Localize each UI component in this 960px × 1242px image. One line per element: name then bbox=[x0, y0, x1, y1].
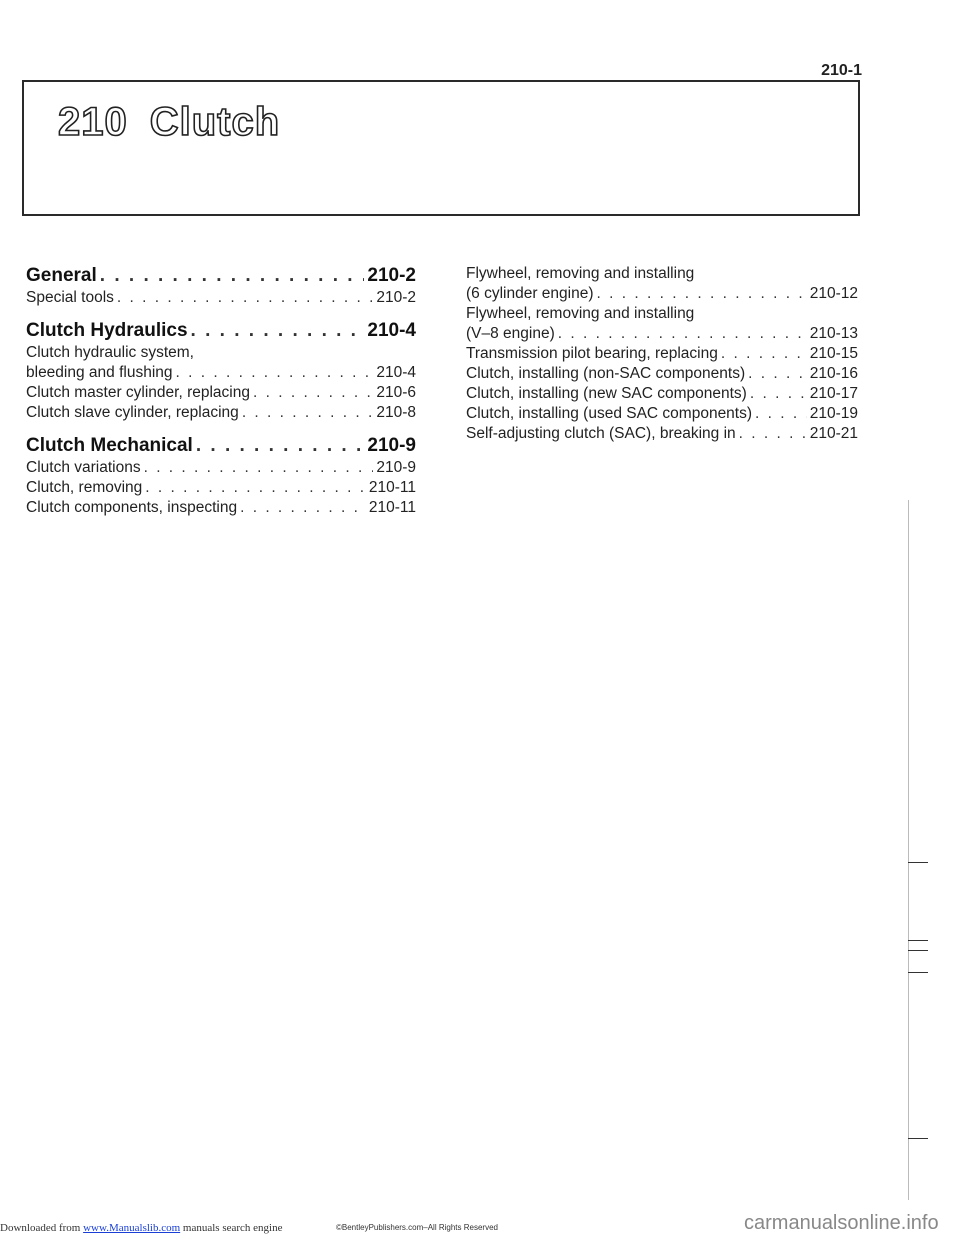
toc-leader-dots bbox=[755, 404, 807, 424]
toc-entry-page: 210-11 bbox=[368, 479, 416, 496]
toc-leader-dots bbox=[739, 424, 807, 444]
toc-entry[interactable] bbox=[26, 403, 416, 423]
toc-leader-dots bbox=[558, 324, 807, 344]
toc-leader-dots bbox=[242, 403, 374, 423]
toc-entry-label: Special tools bbox=[26, 289, 114, 306]
toc-leader-dots bbox=[100, 264, 365, 288]
toc-entry-label: General bbox=[26, 265, 97, 286]
footer-suffix: manuals search engine bbox=[182, 1222, 283, 1234]
toc-entry-label: (6 cylinder engine) bbox=[466, 285, 594, 302]
toc-entry-label: Self-adjusting clutch (SAC), breaking in bbox=[466, 425, 736, 442]
edge-mark bbox=[908, 1138, 928, 1139]
toc-leader-dots bbox=[240, 498, 366, 518]
toc-leader-dots bbox=[145, 478, 366, 498]
toc-leader-dots bbox=[117, 288, 373, 308]
toc-entry[interactable] bbox=[466, 424, 858, 444]
toc-entry-page: 210-13 bbox=[809, 325, 858, 342]
toc-entry[interactable] bbox=[26, 478, 416, 498]
page-number: 210-1 bbox=[821, 62, 862, 79]
toc-entry-page: 210-6 bbox=[376, 384, 416, 401]
toc-leader-dots bbox=[144, 458, 374, 478]
toc-entry-label: Clutch, removing bbox=[26, 479, 143, 496]
toc-entry-page: 210-2 bbox=[376, 289, 416, 306]
toc-entry-label: Clutch slave cylinder, replacing bbox=[26, 404, 239, 421]
toc-entry[interactable] bbox=[26, 458, 416, 478]
toc-entry-label: Clutch Hydraulics bbox=[26, 320, 188, 341]
toc-leader-dots bbox=[597, 284, 807, 304]
toc-entry[interactable] bbox=[466, 344, 858, 364]
toc-entry-page: 210-9 bbox=[376, 459, 416, 476]
toc-entry[interactable] bbox=[26, 383, 416, 403]
chapter-number: 210 bbox=[58, 100, 128, 144]
chapter-name: Clutch bbox=[149, 100, 281, 144]
toc-entry-label-line1: Flywheel, removing and installing bbox=[466, 305, 695, 322]
edge-mark bbox=[908, 972, 928, 973]
toc-leader-dots bbox=[748, 364, 807, 384]
toc-section-entry[interactable] bbox=[26, 319, 416, 343]
toc-leader-dots bbox=[191, 319, 365, 343]
toc-entry-label: bleeding and flushing bbox=[26, 364, 173, 381]
toc-entry[interactable] bbox=[466, 304, 858, 344]
toc-leader-dots bbox=[253, 383, 373, 403]
toc-entry-page: 210-8 bbox=[376, 404, 416, 421]
toc-entry-label: Clutch Mechanical bbox=[26, 435, 193, 456]
toc-entry-label-line1: Clutch hydraulic system, bbox=[26, 344, 194, 361]
toc-entry-page: 210-15 bbox=[809, 345, 858, 362]
toc-entry-label: Clutch, installing (non-SAC components) bbox=[466, 365, 746, 382]
toc-entry[interactable] bbox=[466, 404, 858, 424]
chapter-title bbox=[58, 100, 302, 145]
edge-line bbox=[908, 500, 909, 1200]
toc-entry-page: 210-4 bbox=[367, 320, 416, 341]
toc-entry[interactable] bbox=[26, 288, 416, 308]
toc-leader-dots bbox=[176, 363, 374, 383]
toc-entry-label: Clutch variations bbox=[26, 459, 141, 476]
footer-copyright: ©BentleyPublishers.com–All Rights Reserved bbox=[336, 1223, 498, 1232]
toc-section-entry[interactable] bbox=[26, 434, 416, 458]
toc-entry-label: Transmission pilot bearing, replacing bbox=[466, 345, 718, 362]
toc-entry-page: 210-11 bbox=[368, 499, 416, 516]
toc-entry-page: 210-12 bbox=[809, 285, 858, 302]
toc-left-column bbox=[26, 264, 416, 518]
toc-entry-label: Clutch master cylinder, replacing bbox=[26, 384, 250, 401]
toc-entry-label: Clutch components, inspecting bbox=[26, 499, 238, 516]
toc-entry-page: 210-19 bbox=[809, 405, 858, 422]
toc-entry-page: 210-2 bbox=[367, 265, 416, 286]
toc-entry-label: Clutch, installing (used SAC components) bbox=[466, 405, 753, 422]
chapter-header-box bbox=[22, 80, 860, 216]
toc-entry-page: 210-21 bbox=[809, 425, 858, 442]
toc-entry-label-line1: Flywheel, removing and installing bbox=[466, 265, 695, 282]
edge-mark bbox=[908, 862, 928, 863]
toc-leader-dots bbox=[721, 344, 807, 364]
toc-entry-page: 210-16 bbox=[809, 365, 858, 382]
edge-mark bbox=[908, 950, 928, 951]
toc-entry[interactable] bbox=[466, 264, 858, 304]
toc-leader-dots bbox=[750, 384, 807, 404]
toc-entry-page: 210-17 bbox=[809, 385, 858, 402]
toc-entry-label: (V–8 engine) bbox=[466, 325, 555, 342]
toc-entry-label: Clutch, installing (new SAC components) bbox=[466, 385, 747, 402]
toc-entry-page: 210-9 bbox=[367, 435, 416, 456]
toc-entry[interactable] bbox=[466, 364, 858, 384]
edge-mark bbox=[908, 940, 928, 941]
toc-leader-dots bbox=[196, 434, 365, 458]
toc-entry[interactable] bbox=[26, 343, 416, 383]
toc-section-entry[interactable] bbox=[26, 264, 416, 288]
footer-download-note bbox=[0, 1222, 282, 1234]
manualslib-link[interactable]: www.Manualslib.com bbox=[83, 1222, 181, 1234]
footer-prefix: Downloaded from bbox=[0, 1222, 81, 1234]
toc-right-column bbox=[466, 264, 858, 444]
toc-entry[interactable] bbox=[26, 498, 416, 518]
toc-entry[interactable] bbox=[466, 384, 858, 404]
footer-watermark[interactable]: carmanualsonline.info bbox=[744, 1212, 939, 1234]
toc-entry-page: 210-4 bbox=[376, 364, 416, 381]
